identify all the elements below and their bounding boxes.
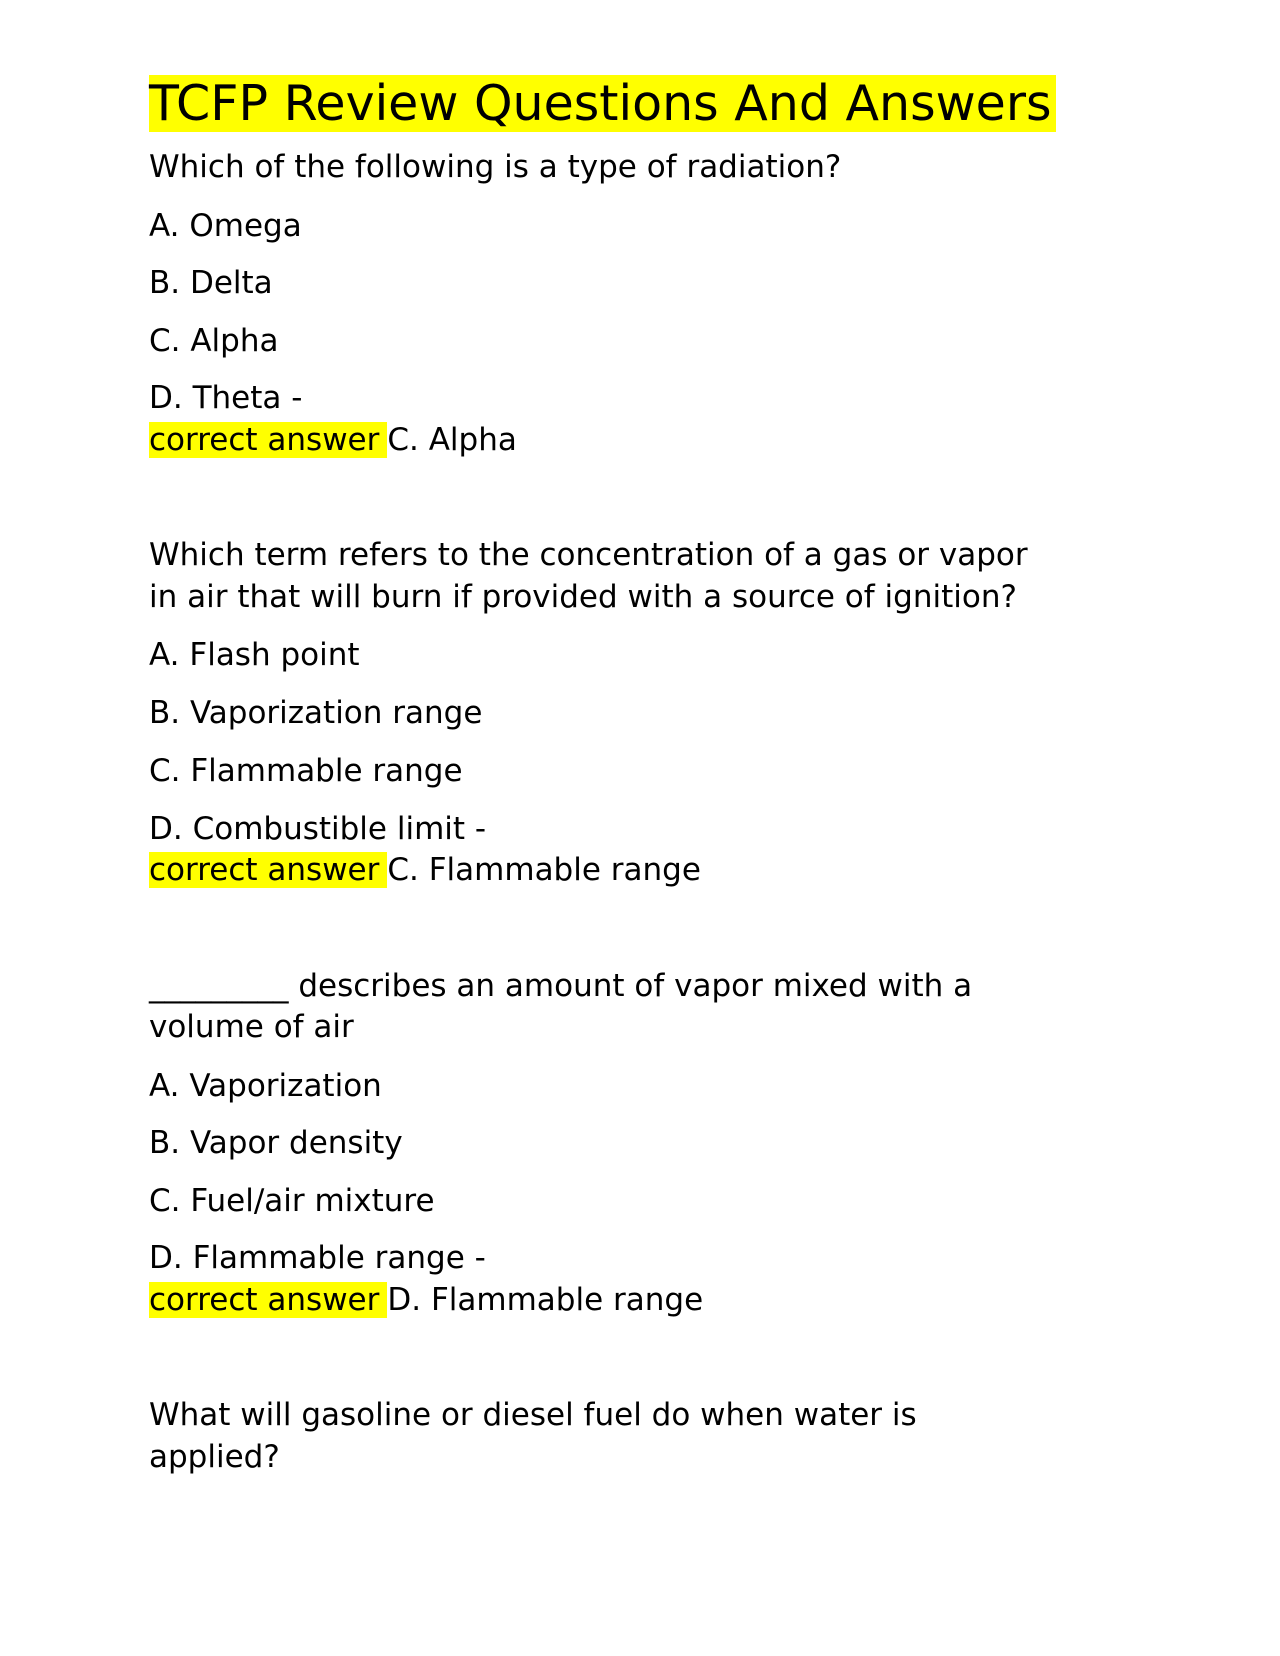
answer-label: correct answer [149,852,387,888]
question-3-option-a: A. Vaporization [149,1068,382,1104]
question-3-text-line-2: volume of air [149,1009,354,1045]
question-2-option-c: C. Flammable range [149,753,463,789]
question-2-option-a: A. Flash point [149,637,360,673]
answer-value: C. Alpha [387,422,517,458]
question-3-option-b: B. Vapor density [149,1125,403,1161]
question-2-option-b: B. Vaporization range [149,695,483,731]
question-3-option-d: D. Flammable range - [149,1240,486,1276]
answer-value: D. Flammable range [387,1282,704,1318]
document-title: TCFP Review Questions And Answers [149,75,1056,132]
question-2-option-d: D. Combustible limit - [149,811,487,847]
question-3-text-line-1: _________ describes an amount of vapor mixed with a [149,968,973,1004]
question-2-answer [149,849,701,891]
question-1-answer [149,419,517,461]
question-1-option-d: D. Theta - [149,380,303,416]
question-1-option-c: C. Alpha [149,323,279,359]
question-3-answer [149,1279,703,1321]
question-3-option-c: C. Fuel/air mixture [149,1183,435,1219]
question-2-text-line-1: Which term refers to the concentration of a gas or vapor [149,537,1028,573]
question-1-option-a: A. Omega [149,208,302,244]
question-1-option-b: B. Delta [149,265,273,301]
answer-value: C. Flammable range [387,852,701,888]
question-4-text-line-2: applied? [149,1439,280,1475]
question-4-text-line-1: What will gasoline or diesel fuel do when water is [149,1397,917,1433]
question-1-text: Which of the following is a type of radiation? [149,149,842,185]
answer-label: correct answer [149,422,387,458]
question-2-text-line-2: in air that will burn if provided with a source of ignition? [149,579,1017,615]
answer-label: correct answer [149,1282,387,1318]
